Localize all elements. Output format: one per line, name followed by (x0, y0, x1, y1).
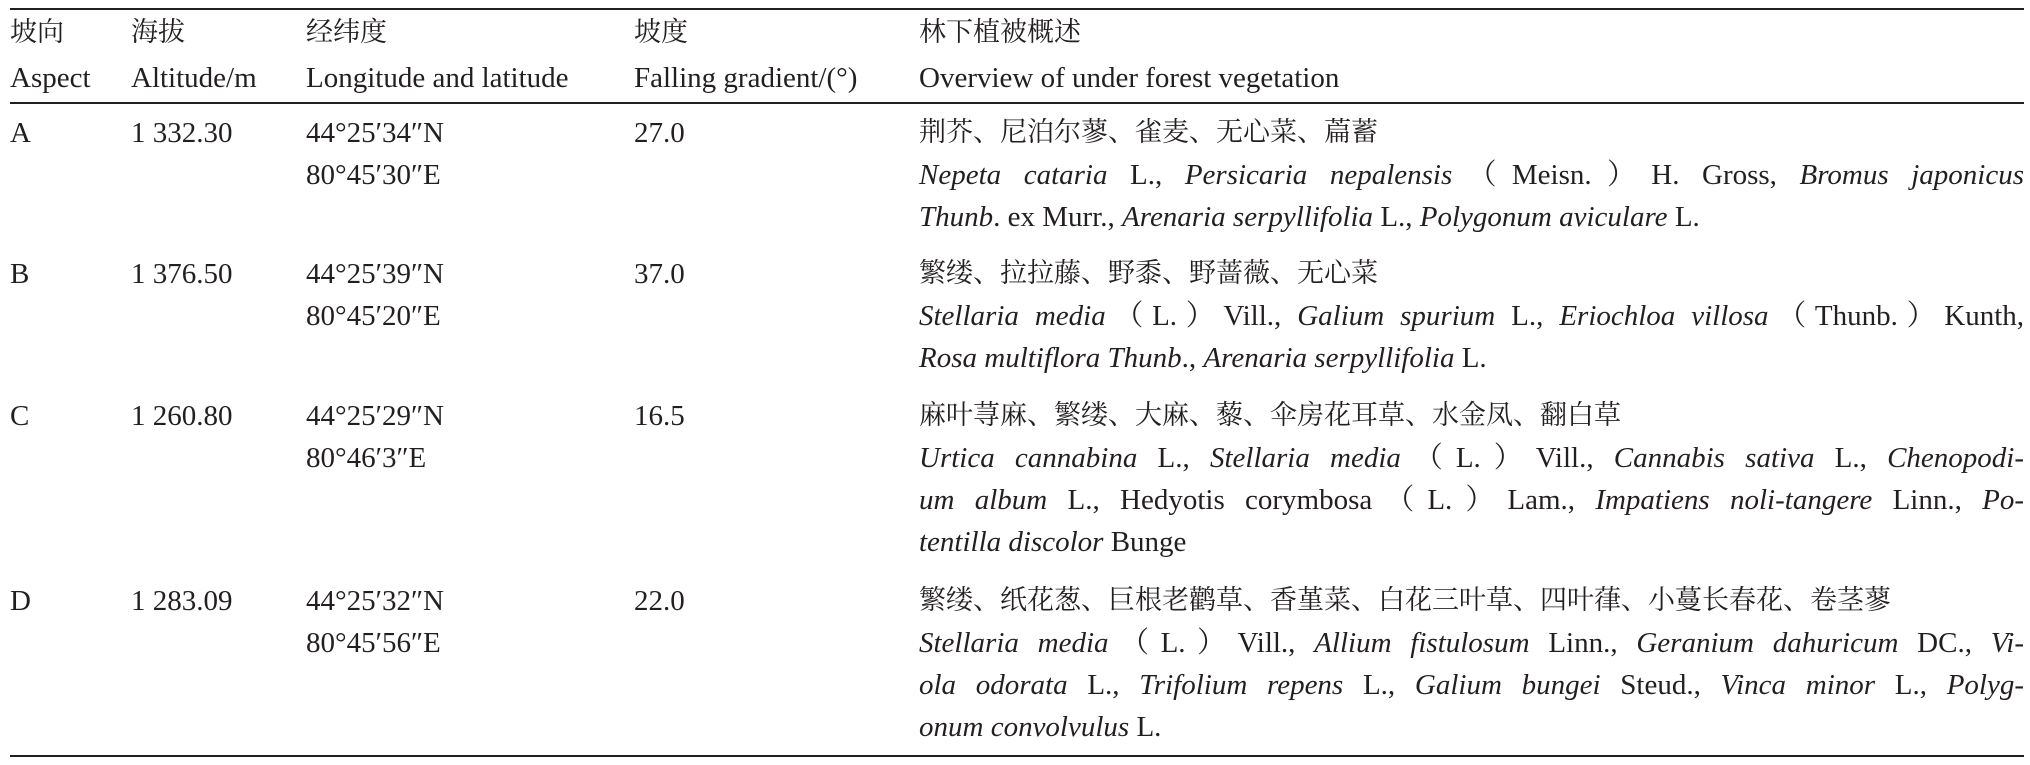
vegetation-cn: 荆芥、尼泊尔蓼、雀麦、无心菜、萹蓄 (919, 117, 1378, 148)
header-lonlat-en: Longitude and latitude (306, 62, 569, 94)
species-text: ., (1181, 342, 1204, 374)
vegetation-latin (919, 622, 2024, 748)
species-text: L., (1107, 159, 1185, 191)
cell-gradient: 37.0 (634, 258, 685, 290)
header-altitude-cn: 海拔 (131, 17, 185, 48)
species-name-italic: Galium spurium (1297, 300, 1496, 332)
species-text: L., Hedyotis corymbosa（L.）Lam., (1047, 484, 1596, 516)
species-text: Linn., (1529, 627, 1637, 659)
species-text: DC., (1898, 627, 1991, 659)
header-vegetation-cn: 林下植被概述 (919, 17, 1081, 48)
header-gradient-en: Falling gradient/(°) (634, 62, 858, 94)
header-vegetation-en: Overview of under forest vegetation (919, 62, 1340, 94)
species-name-italic: onum convolvulus (919, 711, 1130, 743)
cell-altitude: 1 376.50 (131, 258, 233, 290)
species-text: （Thunb.）Kunth, (1768, 300, 2025, 332)
species-name-italic: Galium bungei (1414, 669, 1601, 701)
species-name-italic: Rosa multiflora Thunb (919, 342, 1182, 374)
cell-longitude: 80°45′20″E (306, 300, 441, 332)
species-text: Bunge (1103, 526, 1187, 558)
cell-aspect: C (10, 400, 30, 432)
vegetation-latin-line (919, 196, 2024, 238)
vegetation-latin-line (919, 706, 2024, 748)
species-name-italic: Vinca minor (1720, 669, 1876, 701)
species-text: L., (1067, 669, 1140, 701)
cell-gradient: 22.0 (634, 585, 685, 617)
vegetation-latin-line (919, 437, 2024, 479)
cell-vegetation (919, 395, 2024, 563)
cell-gradient: 27.0 (634, 117, 685, 149)
species-name-italic: Polygonum aviculare (1419, 201, 1668, 233)
species-text: （L.）Vill., (1108, 627, 1315, 659)
species-text: L., (1495, 300, 1560, 332)
vegetation-cn: 繁缕、纸花葱、巨根老鹳草、香堇菜、白花三叶草、四叶葎、小蔓长春花、卷茎蓼 (919, 585, 1891, 616)
cell-altitude: 1 260.80 (131, 400, 233, 432)
vegetation-latin-line (919, 154, 2024, 196)
cell-latitude: 44°25′39″N (306, 258, 444, 290)
cell-longitude: 80°45′56″E (306, 627, 441, 659)
cell-vegetation (919, 253, 2024, 379)
vegetation-latin-line (919, 521, 2024, 563)
species-name-italic: Nepeta cataria (919, 159, 1108, 191)
species-name-italic: Eriochloa villosa (1559, 300, 1769, 332)
vegetation-latin-line (919, 622, 2024, 664)
vegetation-latin-line (919, 664, 2024, 706)
species-name-italic: Arenaria serpyllifolia (1203, 342, 1455, 374)
species-name-italic: Geranium dahuricum (1636, 627, 1899, 659)
cell-longitude: 80°46′3″E (306, 442, 427, 474)
species-name-italic: Po- (1982, 484, 2025, 516)
species-text: L. (1667, 201, 1700, 233)
species-name-italic: Stellaria media (919, 300, 1106, 332)
cell-altitude: 1 283.09 (131, 585, 233, 617)
table-top-rule (10, 8, 2024, 10)
species-text: （L.）Vill., (1105, 300, 1298, 332)
species-name-italic: ola odorata (919, 669, 1068, 701)
species-name-italic: Polyg- (1946, 669, 2025, 701)
species-name-italic: Arenaria serpyllifolia (1122, 201, 1374, 233)
species-text: （Meisn.）H. Gross, (1452, 159, 1800, 191)
header-aspect-en: Aspect (10, 62, 91, 94)
cell-aspect: D (10, 585, 31, 617)
cell-aspect: A (10, 117, 31, 149)
vegetation-latin (919, 295, 2024, 379)
species-text: L., (1814, 442, 1888, 474)
cell-aspect: B (10, 258, 30, 290)
species-name-italic: Chenopodi- (1887, 442, 2024, 474)
cell-latitude: 44°25′29″N (306, 400, 444, 432)
vegetation-latin-line (919, 337, 2024, 379)
vegetation-latin-line (919, 295, 2024, 337)
species-name-italic: Urtica cannabina (919, 442, 1138, 474)
vegetation-latin (919, 437, 2024, 563)
vegetation-cn: 麻叶荨麻、繁缕、大麻、藜、伞房花耳草、水金凤、翻白草 (919, 400, 1621, 431)
header-lonlat-cn: 经纬度 (306, 17, 387, 48)
table-bottom-rule (10, 755, 2024, 757)
species-text: Linn., (1872, 484, 1983, 516)
species-name-italic: Vi- (1990, 627, 2024, 659)
header-bottom-rule (10, 102, 2024, 104)
species-name-italic: Stellaria media (1209, 442, 1401, 474)
species-name-italic: Allium fistulosum (1314, 627, 1530, 659)
cell-altitude: 1 332.30 (131, 117, 233, 149)
species-text: L., (1373, 201, 1420, 233)
species-name-italic: Stellaria media (919, 627, 1109, 659)
species-text: L. (1454, 342, 1487, 374)
header-altitude-en: Altitude/m (131, 62, 257, 94)
cell-longitude: 80°45′30″E (306, 159, 441, 191)
species-text: （L.）Vill., (1400, 442, 1614, 474)
cell-gradient: 16.5 (634, 400, 685, 432)
species-name-italic: Impatiens noli-tangere (1595, 484, 1873, 516)
vegetation-latin-line (919, 479, 2024, 521)
species-text: L., (1875, 669, 1947, 701)
species-name-italic: Persicaria nepalensis (1184, 159, 1453, 191)
cell-latitude: 44°25′32″N (306, 585, 444, 617)
species-name-italic: Trifolium repens (1139, 669, 1344, 701)
cell-vegetation (919, 112, 2024, 238)
header-aspect-cn: 坡向 (10, 17, 64, 48)
species-name-italic: Thunb (919, 201, 994, 233)
cell-vegetation (919, 580, 2024, 748)
species-text: . ex Murr., (993, 201, 1123, 233)
species-text: L. (1129, 711, 1162, 743)
vegetation-latin (919, 154, 2024, 238)
species-text: L., (1343, 669, 1415, 701)
species-name-italic: tentilla discolor (919, 526, 1104, 558)
vegetation-cn: 繁缕、拉拉藤、野黍、野蔷薇、无心菜 (919, 258, 1378, 289)
header-gradient-cn: 坡度 (634, 17, 688, 48)
species-name-italic: Bromus japonicus (1799, 159, 2024, 191)
species-name-italic: Cannabis sativa (1613, 442, 1815, 474)
cell-latitude: 44°25′34″N (306, 117, 444, 149)
species-name-italic: um album (919, 484, 1048, 516)
species-text: L., (1137, 442, 1210, 474)
species-text: Steud., (1600, 669, 1721, 701)
